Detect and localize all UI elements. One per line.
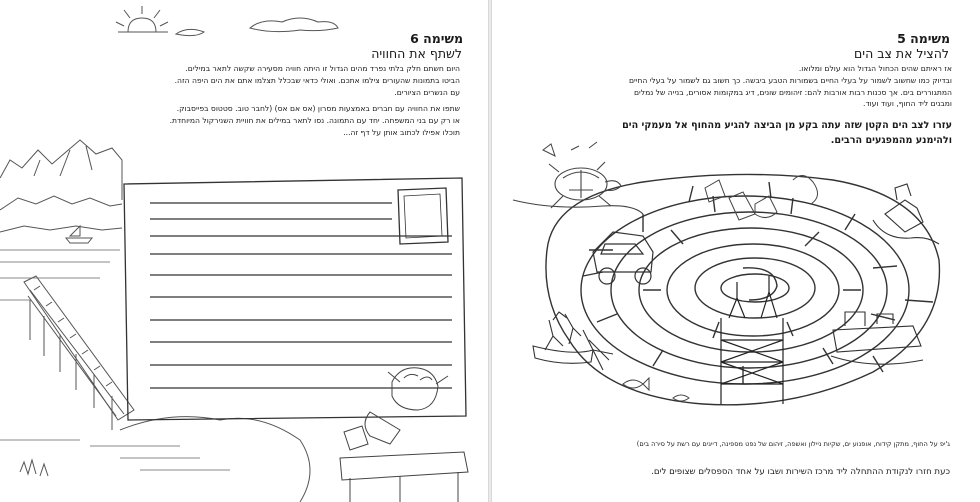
- oil-rig-sketch: [721, 276, 783, 404]
- paragraph-line: שתפו את החוויה עם חברים באמצעות מסרון (אס אם אס) (לחבר טוב. סטטוס בפייסבוק.: [176, 104, 460, 113]
- task-6-share-paragraph: [170, 103, 460, 138]
- paragraph-line: אז ראיתם שהים הכחול הגדול הוא עולם ומלואו.: [798, 64, 952, 73]
- task-5-instructions: [622, 118, 952, 148]
- paragraph-line: או רק עם בני המשפחה. יחד עם התמונה. נסו לתאר במילים את חוויית השנירקול המיוחדת.: [169, 115, 460, 125]
- sea-lines-sketch: [0, 250, 230, 470]
- grass-sketch: [20, 460, 48, 476]
- oil-ship-sketch: [831, 312, 923, 364]
- trash-sketch: [543, 142, 818, 220]
- right-page: [493, 0, 980, 502]
- paragraph-line: תוכלו אפילו לכתוב אותן על דף זה...: [343, 127, 460, 137]
- cloud-sketch: [250, 18, 338, 32]
- final-instruction: כעת חזרו לנקודת ההתחלה ליד מרכז השירות ושבו על אחד הספסלים שצופים לים.: [651, 467, 950, 477]
- instruction-line: עזרו לצב הים הקטן שזה עתה בקע מן הביצה להגיע מהחוף אל מעמקי הים: [622, 120, 952, 131]
- task-5-paragraph: [629, 63, 952, 110]
- paragraph-line: ובדיוק כמו שחשוב לשמור על בעלי החיים בשמורות הטבע ביבשה. כך חשוב גם לשמור על בעלי החיים: [628, 75, 952, 85]
- maze-hazards-note: ג'יפ על החוף, מתקן קידוח, אופנוע ים, שקיות ניילון ואשפה, זיהום של נפט מספינה, דייגים עם רשת על סירה בים): [636, 440, 950, 448]
- sun-sketch: [116, 6, 168, 32]
- turtle-sketch: [513, 162, 643, 214]
- paragraph-line: היום חשתם חלק בלתי נפרד מהים הגדול זו היתה חוויה מסעירה שקשה לתאר במילים.: [185, 64, 460, 73]
- paragraph-line: המתגוררים בים. אך סכנות רבות אורבות להם: זיהומים שונים, דיג במקומות אסורים, בנייה של נמלים: [634, 87, 952, 97]
- task-5-subtitle: להציל את צב הים: [854, 46, 949, 61]
- pier-sketch: [24, 276, 134, 430]
- book-gutter: [488, 0, 492, 502]
- mountains-sketch: [0, 140, 122, 232]
- task-6-title: משימה 6: [410, 31, 463, 46]
- dunes-sketch: [120, 417, 310, 502]
- paragraph-line: ומבנים ליד החוף, ועוד ועוד.: [863, 99, 952, 109]
- paragraph-line: עם הנשרים הציורים.: [394, 87, 460, 97]
- instruction-line: ולהימנע מהמפגעים הרבים.: [830, 135, 952, 146]
- task-6-paragraph: [175, 63, 460, 98]
- cloud-sketch: [176, 29, 204, 35]
- postcard-sketch: [124, 178, 466, 420]
- paragraph-line: הביטו בתמונות שהעורים צילמו אתכם. ואולי כדאי שבכלל תצלמו אתם את הים היפה הזה.: [174, 75, 460, 85]
- left-page: [0, 0, 487, 502]
- task-6-subtitle: לשתף את החוויה: [371, 46, 462, 61]
- sailboat-sketch: [66, 226, 92, 243]
- task-5-title: משימה 5: [897, 31, 950, 46]
